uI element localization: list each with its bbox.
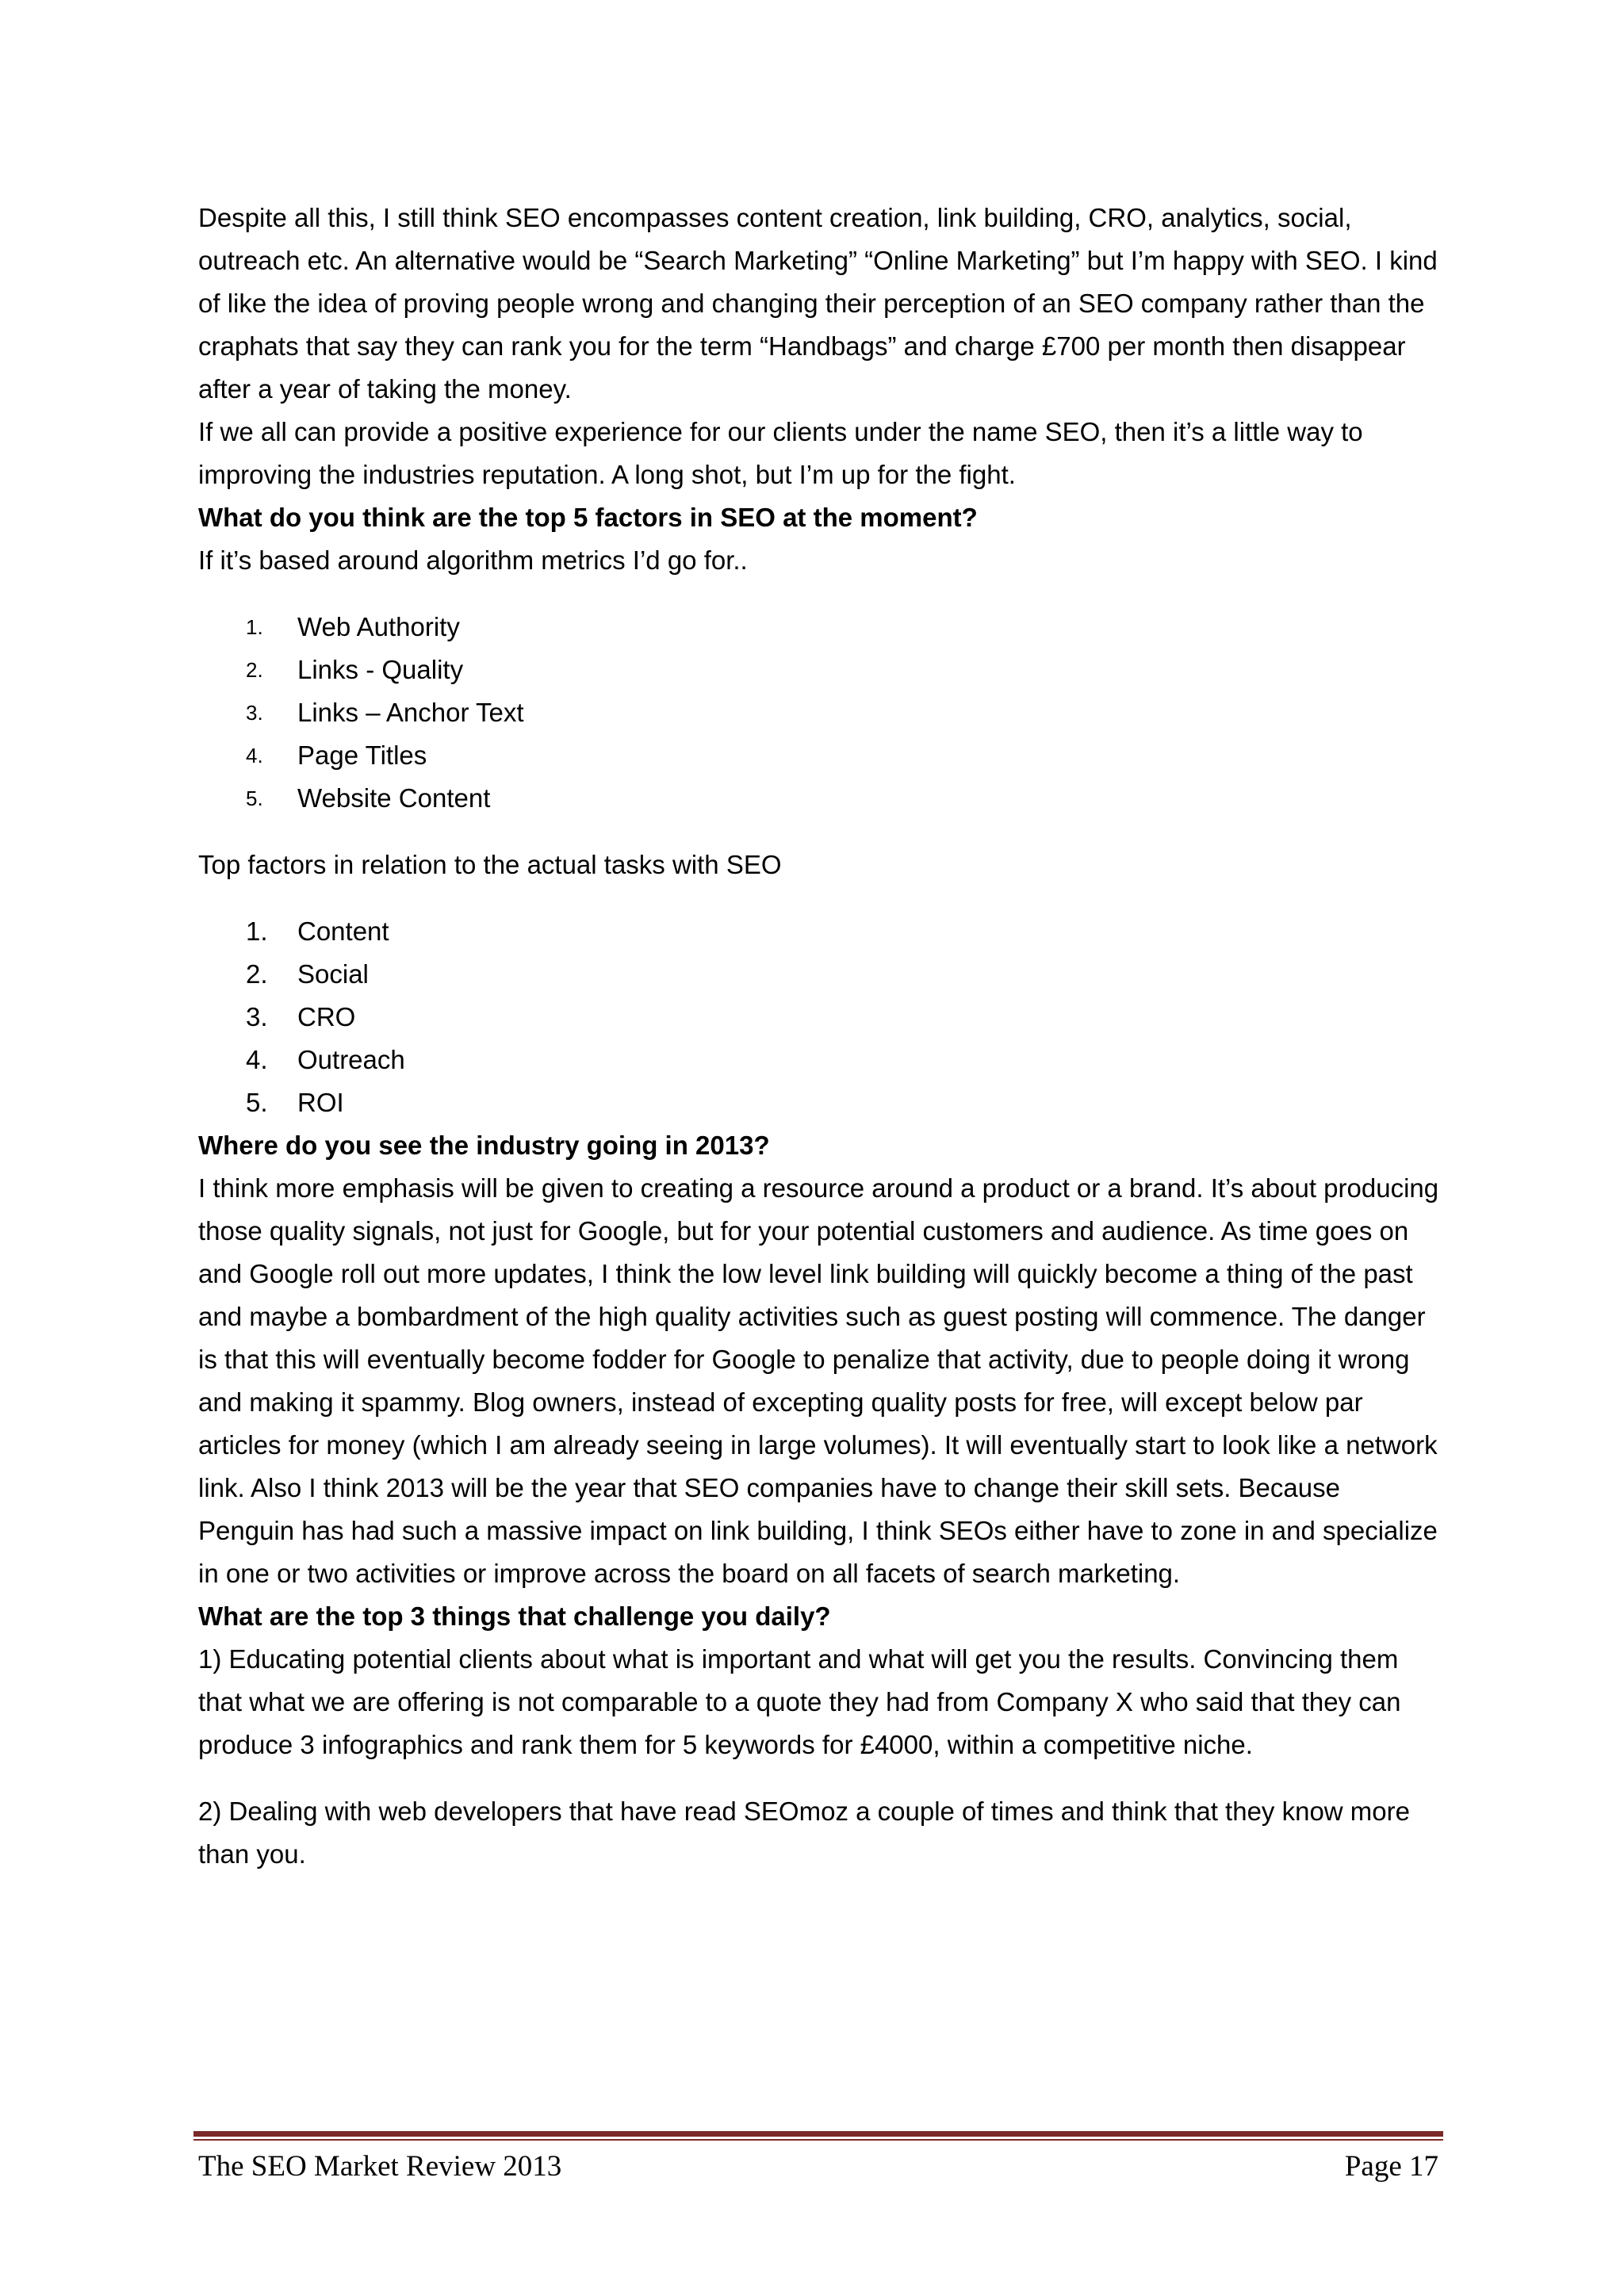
question-top-factors-heading: What do you think are the top 5 factors in SEO at the moment? [198, 503, 978, 532]
algorithm-factors-list [198, 606, 1443, 820]
list-item: 3. CRO [246, 1002, 356, 1031]
intro-paragraph: Despite all this, I still think SEO encompasses content creation, link building, CRO, analytics, social, outreach etc. An alternative would be “Search Marketing” “Online Marketing” but I’m happy with SEO. I kind of like the idea of proving people wrong and changing their perception of an SEO company rather than the craphats that say they can rank you for the term “Handbags” and charge £700 per month then disappear after a year of taking the money. [198, 203, 1438, 404]
page-number: Page 17 [1344, 2150, 1438, 2183]
list-item: 3. Links – Anchor Text [246, 698, 524, 727]
page-footer [198, 2147, 1438, 2187]
list-item: 4. Page Titles [246, 740, 427, 770]
list-item: 1. Content [246, 916, 389, 946]
question-industry-heading: Where do you see the industry going in 2013? [198, 1131, 770, 1160]
page-body [198, 197, 1443, 1876]
footer-rule-thin [193, 2139, 1443, 2141]
list-item: 4. Outreach [246, 1045, 405, 1074]
question-top-factors-intro: If it’s based around algorithm metrics I’d go for.. [198, 545, 748, 575]
footer-title: The SEO Market Review 2013 [198, 2150, 562, 2183]
list-item: 1. Web Authority [246, 612, 460, 641]
footer-rule [193, 2131, 1443, 2137]
question-industry-answer: I think more emphasis will be given to creating a resource around a product or a brand. It’s about producing those quality signals, not just for Google, but for your potential customers and audience. As time goes on and Google roll out more updates, I think the low level link building will quickly become a thing of the past and maybe a bombardment of the high quality activities such as guest posting will commence. The danger is that this will eventually become fodder for Google to penalize that activity, due to people doing it wrong and making it spammy. Blog owners, instead of excepting quality posts for free, will except below par articles for money (which I am already seeing in large volumes). It will eventually start to look like a network link. Also I think 2013 will be the year that SEO companies have to change their skill sets. Because Penguin has had such a massive impact on link building, I think SEOs either have to zone in and specialize in one or two activities or improve across the board on all facets of search marketing. [198, 1173, 1439, 1588]
task-factors-intro: Top factors in relation to the actual tasks with SEO [198, 850, 782, 879]
challenge-answer-1: 1) Educating potential clients about what is important and what will get you the results. Convincing them that what we are offering is not comparable to a quote they had from Company X who said that they can produce 3 infographics and rank them for 5 keywords for £4000, within a competitive niche. [198, 1644, 1401, 1759]
question-challenges-heading: What are the top 3 things that challenge you daily? [198, 1601, 831, 1631]
list-item: 2. Social [246, 959, 369, 989]
list-item: 2. Links - Quality [246, 655, 464, 684]
intro-paragraph-continued: If we all can provide a positive experience for our clients under the name SEO, then it’s a little way to improving the industries reputation. A long shot, but I’m up for the fight. [198, 417, 1363, 489]
list-item: 5. ROI [246, 1088, 344, 1117]
challenge-answer-2: 2) Dealing with web developers that have read SEOmoz a couple of times and think that they know more than you. [198, 1797, 1410, 1869]
task-factors-list [198, 910, 1443, 1124]
list-item: 5. Website Content [246, 783, 491, 813]
